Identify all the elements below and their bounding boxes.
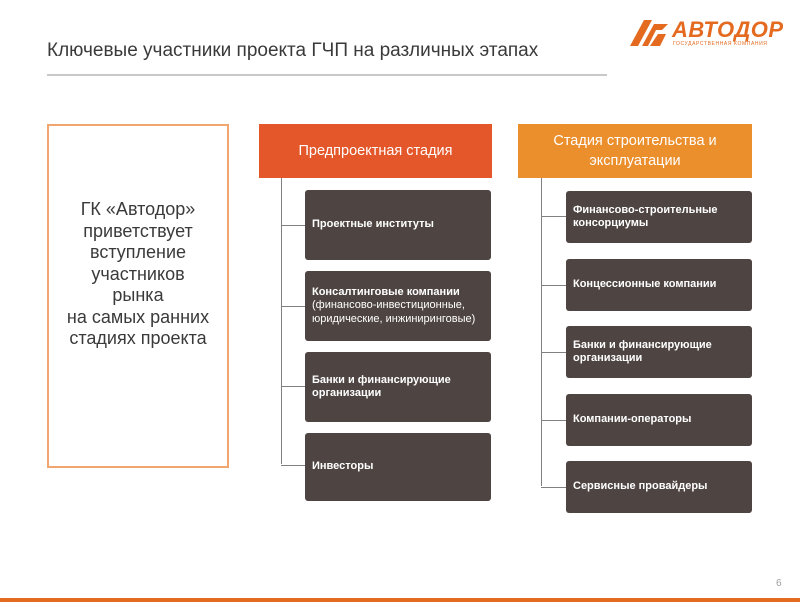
- participant-title: Инвесторы: [312, 460, 374, 473]
- participant-box: [566, 461, 752, 513]
- participant-title: Банки и финансирующие организации: [573, 338, 712, 364]
- tree-line-preproject: [281, 178, 282, 464]
- participant-box: [305, 190, 491, 260]
- tree-branch: [541, 420, 566, 421]
- participant-title: Сервисные провайдеры: [573, 480, 708, 493]
- participant-box: [305, 352, 491, 422]
- participant-title: Компании-операторы: [573, 413, 692, 426]
- tree-branch: [541, 285, 566, 286]
- logo-wordmark: АВТОДОР: [672, 17, 784, 42]
- logo-subtitle: ГОСУДАРСТВЕННАЯ КОМПАНИЯ: [673, 41, 768, 47]
- participant-title: Консалтинговые компании: [312, 285, 460, 298]
- tree-branch: [541, 352, 566, 353]
- participant-note: (финансово-инвестиционные, юридические, инжиниринговые): [312, 299, 476, 325]
- participant-box: [305, 433, 491, 501]
- road-emblem-icon: [628, 16, 672, 50]
- tree-branch: [541, 487, 566, 488]
- title-divider: [47, 74, 607, 76]
- page-title: Ключевые участники проекта ГЧП на различных этапах: [47, 40, 539, 61]
- participant-box: [566, 259, 752, 311]
- participant-title: Концессионные компании: [573, 278, 717, 291]
- participant-title: Проектные институты: [312, 218, 434, 231]
- tree-branch: [281, 306, 305, 307]
- tree-branch: [281, 465, 305, 466]
- tree-line-construction: [541, 178, 542, 486]
- participant-box: [566, 326, 752, 378]
- stage-header-construction: Стадия строительства и эксплуатации: [518, 124, 752, 178]
- avtodor-logo: [628, 16, 788, 50]
- participant-box: [305, 271, 491, 341]
- participant-box: [566, 191, 752, 243]
- participant-title: Банки и финансирующие организации: [312, 373, 451, 399]
- tree-branch: [281, 386, 305, 387]
- tree-branch: [541, 216, 566, 217]
- participant-box: [566, 394, 752, 446]
- page-number: 6: [776, 578, 782, 589]
- tree-branch: [281, 225, 305, 226]
- participant-title: Финансово-строительные консорциумы: [573, 203, 718, 229]
- stage-header-preproject: Предпроектная стадия: [259, 124, 492, 178]
- footer-accent-bar: [0, 598, 800, 602]
- callout-text: ГК «Автодор» приветствует вступление участников рынка на самых ранних стадиях проекта: [66, 199, 210, 348]
